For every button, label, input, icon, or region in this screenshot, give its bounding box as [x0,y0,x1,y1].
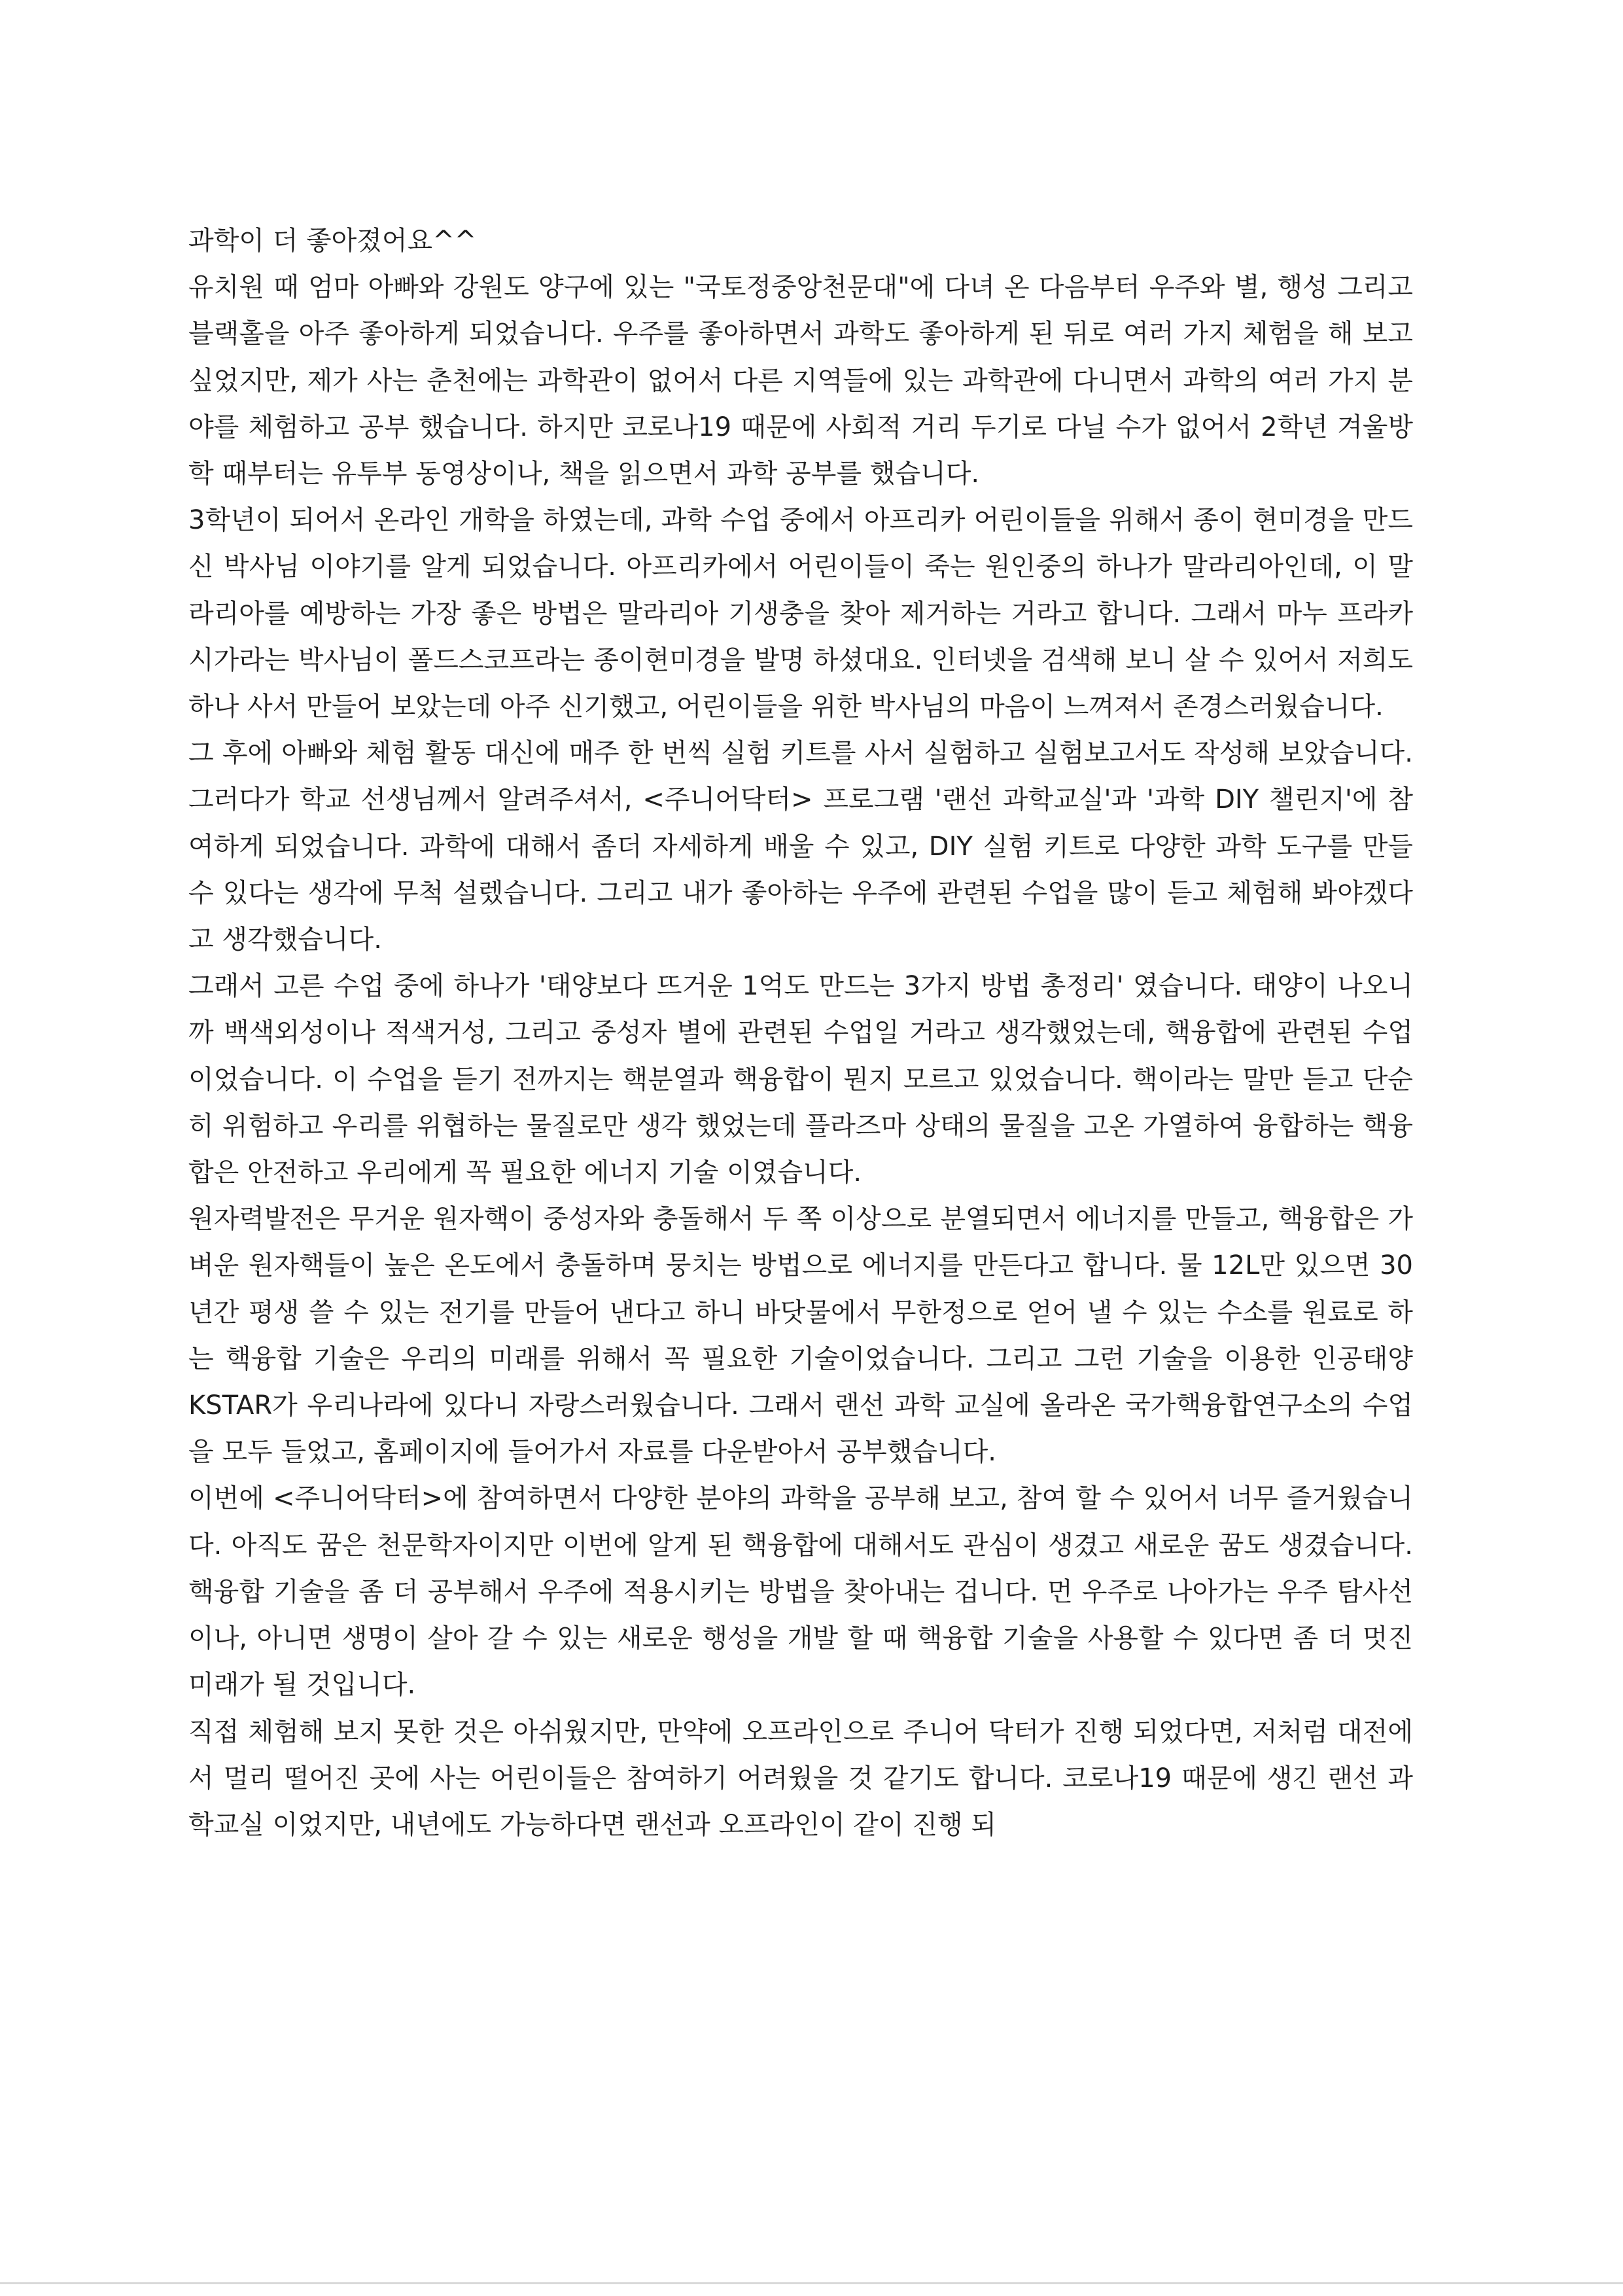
scan-edge-line [0,2282,1623,2284]
paragraph-2: 3학년이 되어서 온라인 개학을 하였는데, 과학 수업 중에서 아프리카 어린이들을 위해서 종이 현미경을 만드신 박사님 이야기를 알게 되었습니다. 아프리카에서 어린이들이 죽는 원인중의 하나가 말라리아인데, 이 말라리아를 예방하는 가장 좋은 방법은 말라리아 기생충을 찾아 제거하는 거라고 합니다. 그래서 마누 프라카시가라는 박사님이 폴드스코프라는 종이현미경을 발명 하셨대요. 인터넷을 검색해 보니 살 수 있어서 저희도 하나 사서 만들어 보았는데 아주 신기했고, 어린이들을 위한 박사님의 마음이 느껴져서 존경스러웠습니다. [188,505,1413,722]
paragraph-4: 그래서 고른 수업 중에 하나가 '태양보다 뜨거운 1억도 만드는 3가지 방법 총정리' 였습니다. 태양이 나오니까 백색외성이나 적색거성, 그리고 중성자 별에 관련된 수업일 거라고 생각했었는데, 핵융합에 관련된 수업이었습니다. 이 수업을 듣기 전까지는 핵분열과 핵융합이 뭔지 모르고 있었습니다. 핵이라는 말만 듣고 단순히 위험하고 우리를 위협하는 물질로만 생각 했었는데 플라즈마 상태의 물질을 고온 가열하여 융합하는 핵융합은 안전하고 우리에게 꼭 필요한 에너지 기술 이였습니다. [188,971,1413,1188]
essay-body [188,218,1413,1848]
paragraph-6: 이번에 <주니어닥터>에 참여하면서 다양한 분야의 과학을 공부해 보고, 참여 할 수 있어서 너무 즐거웠습니다. 아직도 꿈은 천문학자이지만 이번에 알게 된 핵융합에 대해서도 관심이 생겼고 새로운 꿈도 생겼습니다. 핵융합 기술을 좀 더 공부해서 우주에 적용시키는 방법을 찾아내는 겁니다. 먼 우주로 나아가는 우주 탐사선이나, 아니면 생명이 살아 갈 수 있는 새로운 행성을 개발 할 때 핵융합 기술을 사용할 수 있다면 좀 더 멋진 미래가 될 것입니다. [188,1483,1413,1701]
paragraph-1: 유치원 때 엄마 아빠와 강원도 양구에 있는 "국토정중앙천문대"에 다녀 온 다음부터 우주와 별, 행성 그리고 블랙홀을 아주 좋아하게 되었습니다. 우주를 좋아하면서 과학도 좋아하게 된 뒤로 여러 가지 체험을 해 보고 싶었지만, 제가 사는 춘천에는 과학관이 없어서 다른 지역들에 있는 과학관에 다니면서 과학의 여러 가지 분야를 체험하고 공부 했습니다. 하지만 코로나19 때문에 사회적 거리 두기로 다닐 수가 없어서 2학년 겨울방학 때부터는 유투부 동영상이나, 책을 읽으면서 과학 공부를 했습니다. [188,272,1413,489]
paragraph-3: 그 후에 아빠와 체험 활동 대신에 매주 한 번씩 실험 키트를 사서 실험하고 실험보고서도 작성해 보았습니다. 그러다가 학교 선생님께서 알려주셔서, <주니어닥터> 프로그램 '랜선 과학교실'과 '과학 DIY 챌린지'에 참여하게 되었습니다. 과학에 대해서 좀더 자세하게 배울 수 있고, DIY 실험 키트로 다양한 과학 도구를 만들 수 있다는 생각에 무척 설렜습니다. 그리고 내가 좋아하는 우주에 관련된 수업을 많이 듣고 체험해 봐야겠다고 생각했습니다. [188,738,1413,955]
essay-title: 과학이 더 좋아졌어요^^ [188,226,477,256]
paragraph-5: 원자력발전은 무거운 원자핵이 중성자와 충돌해서 두 쪽 이상으로 분열되면서 에너지를 만들고, 핵융합은 가벼운 원자핵들이 높은 온도에서 충돌하며 뭉치는 방법으로 에너지를 만든다고 합니다. 물 12L만 있으면 30년간 평생 쓸 수 있는 전기를 만들어 낸다고 하니 바닷물에서 무한정으로 얻어 낼 수 있는 수소를 원료로 하는 핵융합 기술은 우리의 미래를 위해서 꼭 필요한 기술이었습니다. 그리고 그런 기술을 이용한 인공태양 KSTAR가 우리나라에 있다니 자랑스러웠습니다. 그래서 랜선 과학 교실에 올라온 국가핵융합연구소의 수업을 모두 들었고, 홈페이지에 들어가서 자료를 다운받아서 공부했습니다. [188,1204,1413,1468]
paragraph-7: 직접 체험해 보지 못한 것은 아쉬웠지만, 만약에 오프라인으로 주니어 닥터가 진행 되었다면, 저처럼 대전에서 멀리 떨어진 곳에 사는 어린이들은 참여하기 어려웠을 것 같기도 합니다. 코로나19 때문에 생긴 랜선 과학교실 이었지만, 내년에도 가능하다면 랜선과 오프라인이 같이 진행 되 [188,1716,1413,1840]
